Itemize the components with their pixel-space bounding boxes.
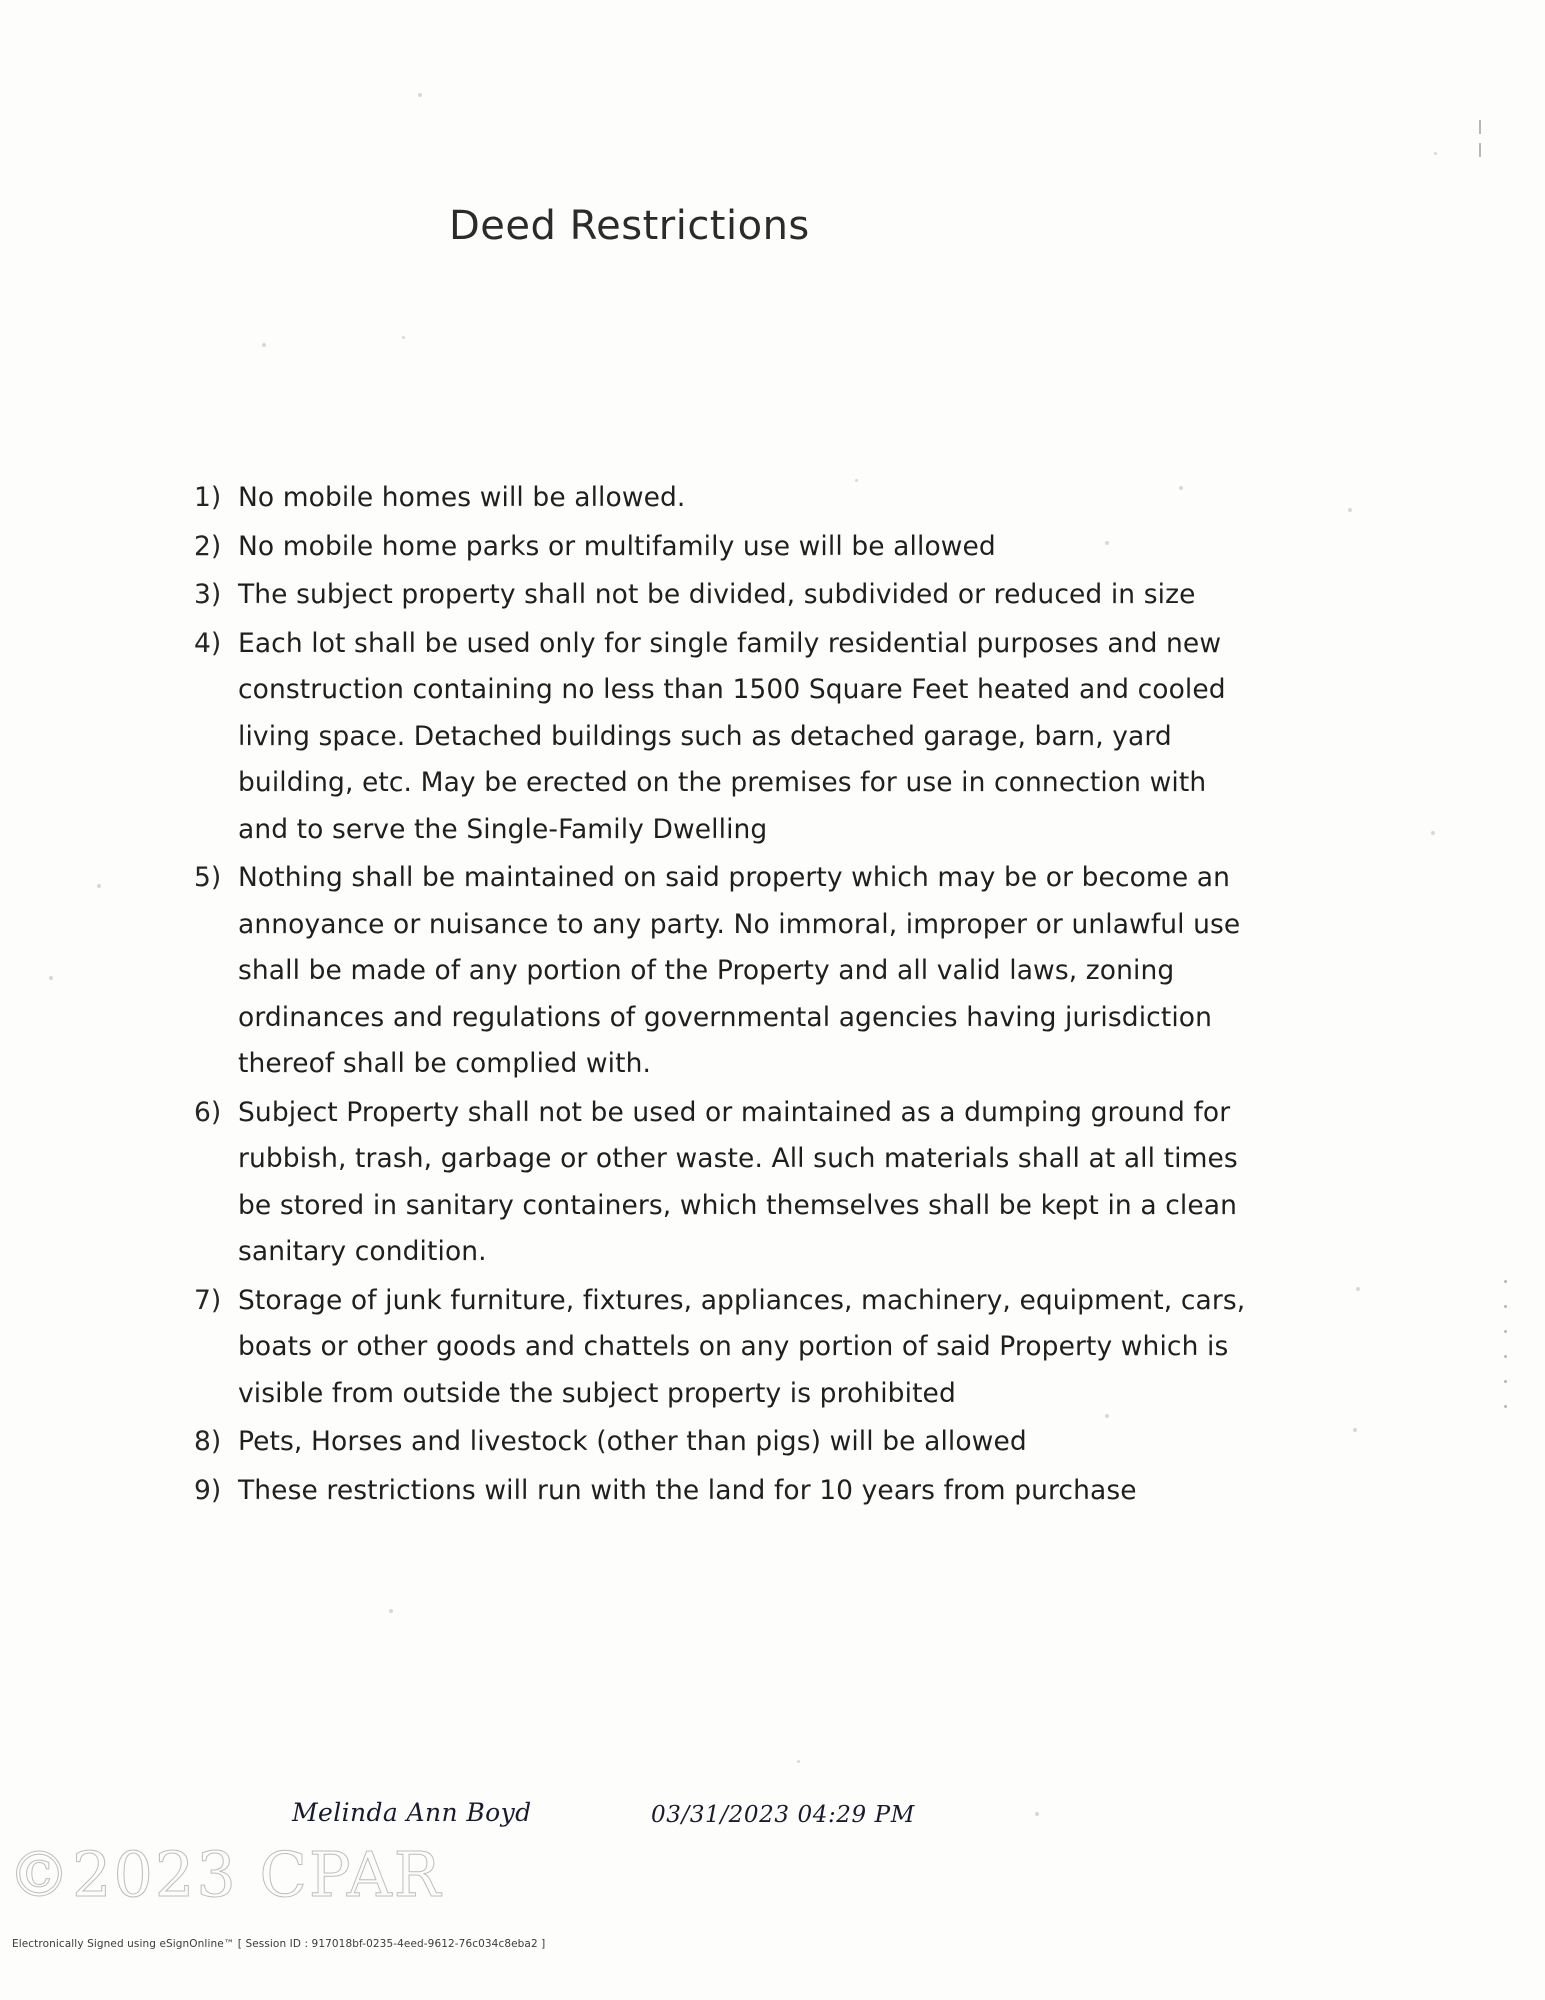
scan-speck [389, 1609, 393, 1613]
list-item-text: These restrictions will run with the land for 10 years from purchase [238, 1474, 1137, 1506]
page-title: Deed Restrictions [449, 203, 810, 249]
scan-edge-marks [1479, 120, 1493, 240]
list-item-number: 9) [194, 1474, 222, 1506]
list-item-text: Storage of junk furniture, fixtures, appliances, machinery, equipment, cars, boats or other goods and chattels on any portion of said Property which is visible from outside the subject property is prohibited [238, 1284, 1246, 1409]
list-item [186, 1278, 1306, 1418]
scan-speck [1353, 1428, 1357, 1432]
list-item-number: 2) [194, 530, 222, 562]
scan-speck [262, 343, 266, 347]
list-item [186, 1468, 1306, 1515]
list-item-number: 7) [194, 1284, 222, 1316]
scan-speck [418, 93, 422, 97]
scan-speck [1356, 1287, 1360, 1291]
list-item [186, 621, 1306, 854]
restrictions-list [186, 475, 1306, 1516]
list-item-number: 6) [194, 1096, 222, 1128]
list-item-text: Subject Property shall not be used or maintained as a dumping ground for rubbish, trash, garbage or other waste. All such materials shall at all times be stored in sanitary containers, which themselves shall be kept in a clean sanitary condition. [238, 1096, 1238, 1267]
list-item-text: The subject property shall not be divided, subdivided or reduced in size [238, 579, 1196, 610]
copyright-watermark: ©2023 CPAR [8, 1838, 443, 1911]
signature-name: Melinda Ann Boyd [292, 1798, 532, 1827]
esign-session-note: Electronically Signed using eSignOnline™ [ Session ID : 917018bf-0235-4eed-9612-76c034c8eba2 ] [12, 1938, 546, 1950]
list-item-number: 4) [194, 627, 222, 659]
list-item-text: Nothing shall be maintained on said property which may be or become an annoyance or nuisance to any party. No immoral, improper or unlawful use shall be made of any portion of the Property and all valid laws, zoning ordinances and regulations of governmental agencies having jurisdiction thereof shall be complied with. [238, 862, 1241, 1079]
list-item [186, 524, 1306, 571]
list-item-text: No mobile homes will be allowed. [238, 482, 686, 513]
list-item-number: 1) [194, 482, 222, 513]
scan-speck [402, 336, 405, 339]
scan-speck [97, 884, 101, 888]
list-item-number: 8) [194, 1426, 222, 1457]
scan-speck [1035, 1812, 1039, 1816]
list-item [186, 1419, 1306, 1466]
signature-timestamp: 03/31/2023 04:29 PM [651, 1802, 915, 1828]
scan-speck [49, 976, 53, 980]
scan-speck [1431, 831, 1435, 835]
list-item [186, 1090, 1306, 1276]
list-item [186, 572, 1306, 619]
list-item [186, 855, 1306, 1088]
list-item-number: 5) [194, 862, 222, 893]
list-item-text: Each lot shall be used only for single family residential purposes and new construction containing no less than 1500 Square Feet heated and cooled living space. Detached buildings such as detached garage, barn, yard building, etc. May be erected on the premises for use in connection with and to serve the Single-Family Dwelling [238, 627, 1226, 845]
list-item-number: 3) [194, 579, 222, 610]
scan-speck [1348, 508, 1352, 512]
scan-edge-dots [1504, 1280, 1507, 1460]
list-item-text: Pets, Horses and livestock (other than pigs) will be allowed [238, 1426, 1027, 1457]
scan-speck [1434, 152, 1437, 155]
scan-speck [797, 1760, 800, 1763]
list-item-text: No mobile home parks or multifamily use will be allowed [238, 530, 996, 562]
list-item [186, 475, 1306, 522]
